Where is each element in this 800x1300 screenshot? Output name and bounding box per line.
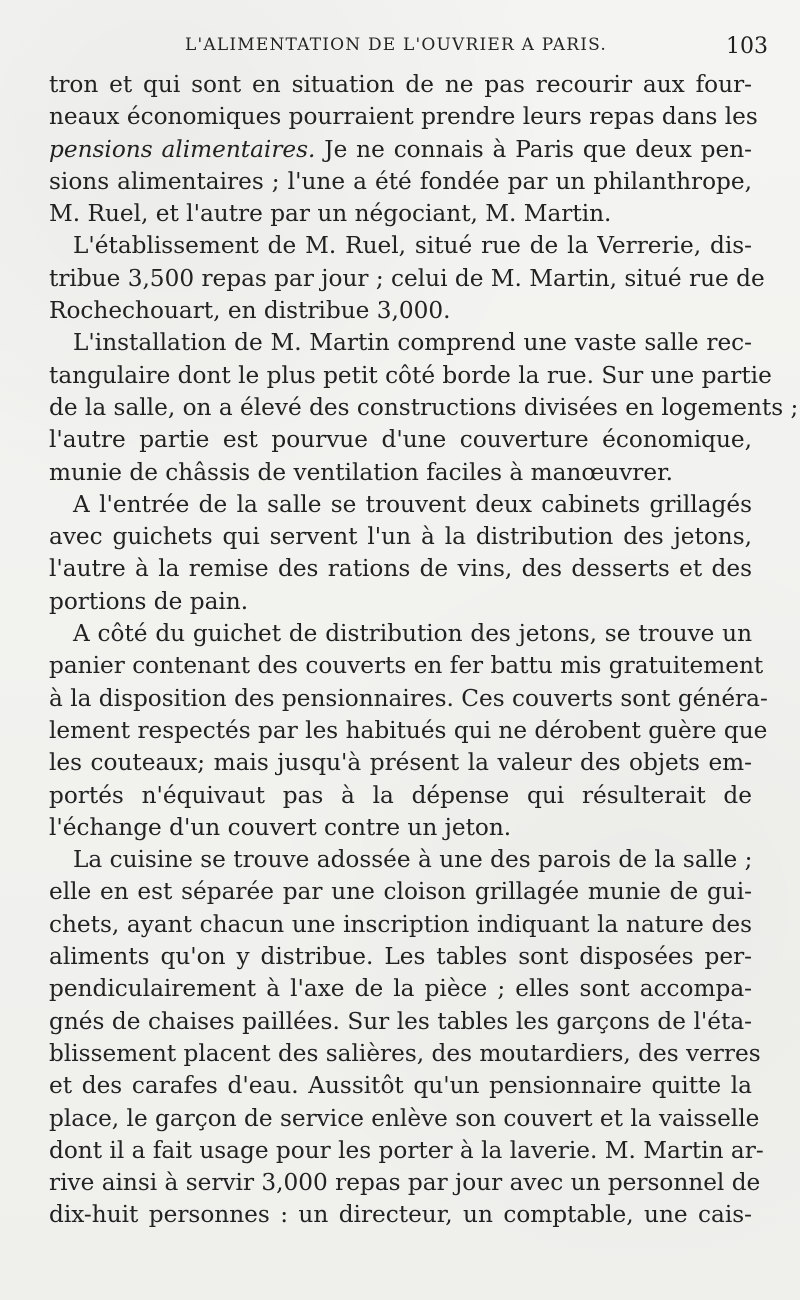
text-line [49,198,752,230]
text-line [49,457,752,489]
text-line [49,586,752,618]
line-text: dont il a fait usage pour les porter à la laverie. M. Martin ar- [49,1136,764,1164]
text-line [49,553,752,585]
line-text: La cuisine se trouve adossée à une des parois de la salle ; [73,846,753,874]
running-head: L'ALIMENTATION DE L'OUVRIER A PARIS. [185,35,608,55]
line-text: l'autre à la remise des rations de vins, des desserts et des [49,555,752,583]
line-text: aliments qu'on y distribue. Les tables sont disposées per- [49,943,752,971]
text-line [49,812,752,844]
text-line [49,683,768,715]
line-text: L'établissement de M. Ruel, situé rue de la Verrerie, dis- [73,232,752,260]
page-header [48,34,768,62]
text-line [49,360,772,392]
line-text: sions alimentaires ; l'une a été fondée par un philanthrope, [49,167,752,195]
line-text: de la salle, on a élevé des constructions divisées en logements ; [49,393,799,421]
line-text: gnés de chaises paillées. Sur les tables les garçons de l'éta- [49,1007,752,1035]
text-line [49,844,752,876]
text-line [49,1006,752,1038]
text-line [49,780,752,812]
text-line [49,909,752,941]
line-text: chets, ayant chacun une inscription indiquant la nature des [49,910,752,938]
text-line [49,521,752,553]
line-text: blissement placent des salières, des moutardiers, des verres [49,1039,761,1067]
line-text: portés n'équivaut pas à la dépense qui résulterait de [49,781,752,809]
line-text: rive ainsi à servir 3,000 repas par jour avec un personnel de [49,1169,761,1197]
text-line [49,1103,760,1135]
text-line [49,618,752,650]
text-line [49,1167,761,1199]
line-text: neaux économiques pourraient prendre leurs repas dans les [49,103,758,131]
line-text: dix-huit personnes : un directeur, un comptable, une cais- [49,1201,752,1229]
line-text: pendiculairement à l'axe de la pièce ; elles sont accompa- [49,975,752,1003]
text-line [49,101,758,133]
text-line [49,1199,752,1231]
line-text: M. Ruel, et l'autre par un négociant, M. Martin. [49,200,612,228]
line-text: tron et qui sont en situation de ne pas recourir aux four- [49,71,752,98]
text-line [49,876,752,908]
text-line [49,424,752,456]
text-line [49,263,765,295]
line-text: portions de pain. [49,587,249,615]
text-line [49,295,752,327]
line-text: tangulaire dont le plus petit côté borde la rue. Sur une partie [49,361,772,389]
body-text [49,69,799,1232]
line-text: et des carafes d'eau. Aussitôt qu'un pensionnaire quitte la [49,1072,752,1100]
line-text: l'échange d'un couvert contre un jeton. [49,813,512,841]
text-line [49,1070,752,1102]
text-line [49,69,752,101]
line-text: munie de châssis de ventilation faciles à manœuvrer. [49,458,674,486]
text-line [49,973,752,1005]
text-line [49,941,752,973]
line-text: place, le garçon de service enlève son couvert et la vaisselle [49,1104,760,1132]
line-text: avec guichets qui servent l'un à la distribution des jetons, [49,523,752,551]
line-text: panier contenant des couverts en fer battu mis gratuitement [49,652,764,680]
line-text: les couteaux; mais jusqu'à présent la valeur des objets em- [49,749,752,777]
line-text: L'installation de M. Martin comprend une vaste salle rec- [73,329,752,357]
line-text: A côté du guichet de distribution des jetons, se trouve un [73,620,752,648]
line-text: A l'entrée de la salle se trouvent deux cabinets grillagés [73,490,752,518]
text-line [49,650,764,682]
line-text: Je ne connais à Paris que deux pen- [315,135,753,163]
line-text: lement respectés par les habitués qui ne dérobent guère que [49,716,768,744]
text-line [49,1038,761,1070]
text-line [49,747,752,779]
line-text: Rochechouart, en distribue 3,000. [49,297,451,325]
line-text: tribue 3,500 repas par jour ; celui de M. Martin, situé rue de [49,264,765,292]
line-text: elle en est séparée par une cloison grillagée munie de gui- [49,878,752,906]
text-line [49,489,752,521]
text-line [49,134,752,166]
page-number: 103 [726,34,768,59]
text-line [49,392,799,424]
text-line [49,715,768,747]
text-line [49,166,752,198]
text-line [49,1135,764,1167]
text-line [49,230,752,262]
line-text: l'autre partie est pourvue d'une couverture économique, [49,426,752,454]
line-text: à la disposition des pensionnaires. Ces couverts sont généra- [49,684,768,712]
italic-phrase: pensions alimentaires. [49,135,316,163]
text-line [49,327,752,359]
